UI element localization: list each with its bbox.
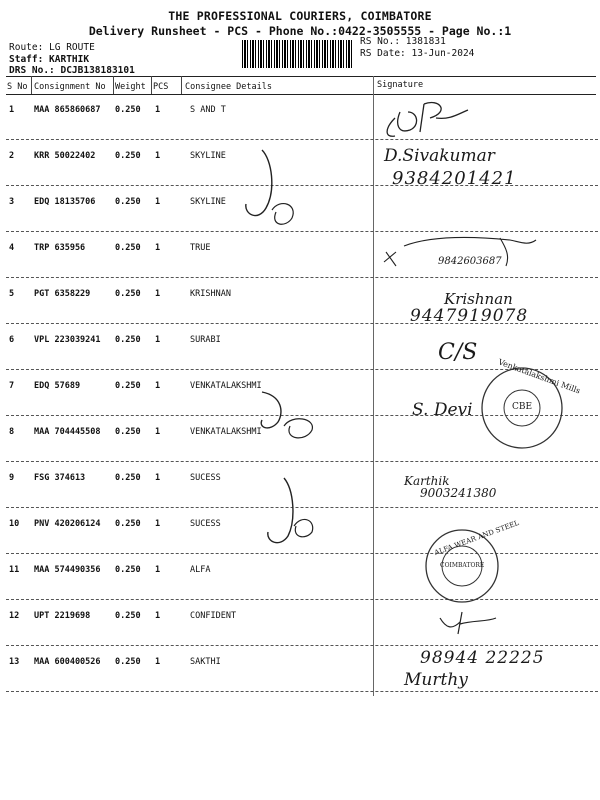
row-sno: 8 [9,427,15,437]
row-consignee: KRISHNAN [190,289,231,299]
handwritten-phone-row4: 9842603687 [438,256,502,267]
col-header-sno: S No [7,82,28,92]
row-consignment: VPL 223039241 [34,335,101,345]
row-separator [6,507,598,508]
row-consignment: TRP 635956 [34,243,86,253]
row-separator [6,231,598,232]
col-header-consignee: Consignee Details [185,82,272,92]
row-consignment: EDQ 57689 [34,381,81,391]
rs-number: RS No.: 1381831 [360,36,446,47]
handwritten-phone-row2: 9384201421 [392,168,517,189]
route-label: Route: LG ROUTE [9,42,95,53]
row-sno: 12 [9,611,20,621]
row-sno: 7 [9,381,15,391]
table-row [0,509,600,558]
row-consignee: SUCESS [190,519,221,529]
barcode [242,40,352,68]
table-row [0,463,600,509]
drs-number: DRS No.: DCJB138183101 [9,65,135,76]
rs-info [360,36,474,60]
table-row [0,187,600,233]
row-weight: 0.250 [115,105,141,115]
row-weight: 0.250 [115,335,141,345]
stamp-venkatalakshmi-text: Venkatalakshmi Mills [497,357,582,396]
table-row [0,371,600,417]
row-sno: 13 [9,657,20,667]
row-pcs: 1 [155,289,161,299]
row-pcs: 1 [155,611,161,621]
row-consignee: SURABI [190,335,221,345]
column-divider [151,76,152,94]
row-consignment: UPT 2219698 [34,611,91,621]
row-weight: 0.250 [115,427,141,437]
row-sno: 3 [9,197,15,207]
staff-label: Staff: KARTHIK [9,53,90,65]
row-consignment: KRR 50022402 [34,151,96,161]
row-sno: 10 [9,519,20,529]
row-consignee: VENKATALAKSHMI [190,427,262,437]
handwritten-name-row13: Murthy [404,670,468,690]
row-consignment: MAA 574490356 [34,565,101,575]
col-header-consignment: Consignment No [34,82,106,92]
handwritten-name-row2: D.Sivakumar [384,146,495,166]
row-consignee: SUCESS [190,473,221,483]
row-consignment: FSG 374613 [34,473,86,483]
table-row [0,601,600,647]
row-weight: 0.250 [115,381,141,391]
row-sno: 2 [9,151,15,161]
row-consignment: EDQ 18135706 [34,197,96,207]
row-consignment: MAA 600400526 [34,657,101,667]
row-separator [6,645,598,646]
handwritten-name-row9: Karthik [404,474,450,488]
col-header-signature: Signature [377,80,424,90]
table-top-border [6,76,596,77]
row-consignee: ALFA [190,565,211,575]
row-consignee: TRUE [190,243,211,253]
row-consignment: PGT 6358229 [34,289,91,299]
row-weight: 0.250 [115,243,141,253]
row-separator [6,415,598,416]
row-pcs: 1 [155,519,161,529]
table-row [0,95,600,141]
route-info [9,42,135,77]
row-sno: 1 [9,105,15,115]
row-separator [6,461,598,462]
row-sno: 6 [9,335,15,345]
table-row [0,417,600,463]
row-pcs: 1 [155,151,161,161]
row-weight: 0.250 [115,473,141,483]
row-sno: 9 [9,473,15,483]
row-separator [6,553,598,554]
row-consignment: PNV 420206124 [34,519,101,529]
stamp-venkatalakshmi-center: CBE [512,402,533,412]
row-consignee: S AND T [190,105,226,115]
row-consignee: VENKATALAKSHMI [190,381,262,391]
table-row [0,233,600,279]
row-sno: 4 [9,243,15,253]
column-divider [113,76,114,94]
col-header-weight: Weight [115,82,146,92]
row-pcs: 1 [155,473,161,483]
column-divider [31,76,32,94]
row-pcs: 1 [155,427,161,437]
row-sno: 5 [9,289,15,299]
handwritten-name-row8: S. Devi [412,400,473,420]
row-sno: 11 [9,565,20,575]
col-header-pcs: PCS [153,82,169,92]
row-consignee: CONFIDENT [190,611,237,621]
handwritten-mark-row6: C/S [438,340,478,365]
stamp-alfa-text: ALFA WEAR AND STEEL [433,518,521,558]
row-weight: 0.250 [115,611,141,621]
row-weight: 0.250 [115,151,141,161]
row-separator [6,139,598,140]
column-divider [181,76,182,94]
stamp-alfa-center: COIMBATORE [440,562,485,569]
row-weight: 0.250 [115,565,141,575]
handwritten-name-row5: Krishnan [444,290,513,308]
handwritten-phone-row5: 9447919078 [410,306,529,326]
runsheet-title: Delivery Runsheet - PCS - Phone No.:0422-3505555 - Page No.:1 [88,24,512,38]
row-pcs: 1 [155,335,161,345]
row-pcs: 1 [155,197,161,207]
row-separator [6,691,598,692]
table-row [0,555,600,601]
row-pcs: 1 [155,657,161,667]
handwritten-phone-row9: 9003241380 [420,486,497,500]
row-pcs: 1 [155,243,161,253]
row-pcs: 1 [155,105,161,115]
row-consignee: SKYLINE [190,151,226,161]
row-consignee: SAKTHI [190,657,221,667]
row-weight: 0.250 [115,657,141,667]
row-pcs: 1 [155,381,161,391]
row-pcs: 1 [155,565,161,575]
row-weight: 0.250 [115,519,141,529]
row-weight: 0.250 [115,197,141,207]
company-name: THE PROFESSIONAL COURIERS, COIMBATORE [168,9,432,23]
handwritten-phone-row13: 98944 22225 [420,648,545,668]
rs-date: RS Date: 13-Jun-2024 [360,48,475,59]
row-weight: 0.250 [115,289,141,299]
row-separator [6,277,598,278]
row-consignment: MAA 865860687 [34,105,101,115]
row-consignment: MAA 704445508 [34,427,101,437]
row-separator [6,599,598,600]
row-consignee: SKYLINE [190,197,226,207]
